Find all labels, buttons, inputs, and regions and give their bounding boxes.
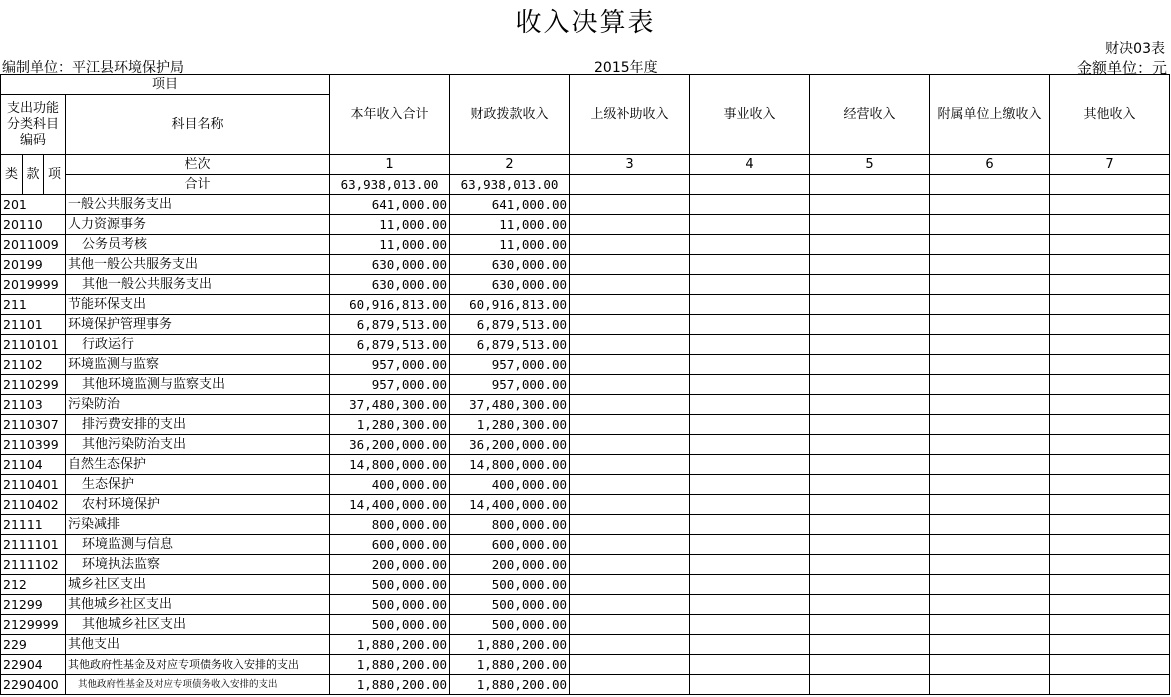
empty-cell: [1050, 415, 1170, 435]
empty-cell: [810, 595, 930, 615]
name-header: 科目名称: [66, 95, 330, 155]
row-total: 500,000.00: [330, 575, 450, 595]
empty-cell: [1050, 675, 1170, 695]
empty-cell: [1050, 555, 1170, 575]
col-index-7: 7: [1050, 155, 1170, 175]
row-total: 1,280,300.00: [330, 415, 450, 435]
table-row: [1, 555, 1170, 575]
empty-cell: [930, 315, 1050, 335]
row-code: 211: [1, 295, 66, 315]
row-fiscal: 500,000.00: [450, 595, 570, 615]
col-business-header: 事业收入: [690, 75, 810, 155]
empty-cell: [1050, 495, 1170, 515]
row-total: 36,200,000.00: [330, 435, 450, 455]
empty-cell: [690, 595, 810, 615]
empty-cell: [570, 615, 690, 635]
col-other-header: 其他收入: [1050, 75, 1170, 155]
row-code: 2129999: [1, 615, 66, 635]
empty-cell: [930, 395, 1050, 415]
col-index-2: 2: [450, 155, 570, 175]
empty-cell: [1050, 175, 1170, 195]
empty-cell: [810, 635, 930, 655]
empty-cell: [930, 575, 1050, 595]
empty-cell: [930, 555, 1050, 575]
row-code: 21104: [1, 455, 66, 475]
row-code: 20199: [1, 255, 66, 275]
col-index-5: 5: [810, 155, 930, 175]
row-code: 2290400: [1, 675, 66, 695]
empty-cell: [1050, 595, 1170, 615]
row-fiscal: 957,000.00: [450, 355, 570, 375]
row-name: 排污费安排的支出: [66, 415, 330, 435]
table-row: [1, 575, 1170, 595]
table-row: [1, 295, 1170, 315]
empty-cell: [690, 295, 810, 315]
table-row: [1, 395, 1170, 415]
empty-cell: [1050, 615, 1170, 635]
empty-cell: [810, 395, 930, 415]
row-name: 环境执法监察: [66, 555, 330, 575]
row-fiscal: 14,800,000.00: [450, 455, 570, 475]
item-group-header: 项目: [1, 75, 330, 95]
table-row: [1, 435, 1170, 455]
table-row: [1, 415, 1170, 435]
row-code: 201: [1, 195, 66, 215]
empty-cell: [570, 255, 690, 275]
table-row: [1, 315, 1170, 335]
empty-cell: [930, 615, 1050, 635]
row-total: 1,880,200.00: [330, 635, 450, 655]
table-row: [1, 195, 1170, 215]
xiang-header: 项: [44, 155, 66, 195]
empty-cell: [810, 235, 930, 255]
empty-cell: [810, 475, 930, 495]
empty-cell: [930, 435, 1050, 455]
empty-cell: [1050, 255, 1170, 275]
table-row: [1, 675, 1170, 695]
empty-cell: [570, 515, 690, 535]
empty-cell: [690, 535, 810, 555]
empty-cell: [810, 195, 930, 215]
table-row: [1, 535, 1170, 555]
row-total: 630,000.00: [330, 275, 450, 295]
row-name: 生态保护: [66, 475, 330, 495]
empty-cell: [570, 675, 690, 695]
empty-cell: [930, 235, 1050, 255]
code-header: 支出功能分类科目编码: [1, 95, 66, 155]
empty-cell: [570, 315, 690, 335]
empty-cell: [570, 395, 690, 415]
row-total: 11,000.00: [330, 235, 450, 255]
empty-cell: [570, 455, 690, 475]
row-name: 其他支出: [66, 635, 330, 655]
empty-cell: [810, 515, 930, 535]
row-code: 21101: [1, 315, 66, 335]
total-row-fiscal: 63,938,013.00: [450, 175, 570, 195]
organization-label: 编制单位：平江县环境保护局: [2, 60, 184, 76]
row-fiscal: 500,000.00: [450, 575, 570, 595]
row-code: 21103: [1, 395, 66, 415]
empty-cell: [810, 675, 930, 695]
empty-cell: [930, 275, 1050, 295]
empty-cell: [810, 435, 930, 455]
row-code: 20110: [1, 215, 66, 235]
empty-cell: [1050, 455, 1170, 475]
empty-cell: [570, 575, 690, 595]
row-code: 212: [1, 575, 66, 595]
row-total: 1,880,200.00: [330, 655, 450, 675]
table-row: [1, 215, 1170, 235]
table-row: [1, 455, 1170, 475]
row-code: 21299: [1, 595, 66, 615]
row-code: 2111101: [1, 535, 66, 555]
empty-cell: [690, 515, 810, 535]
row-fiscal: 630,000.00: [450, 255, 570, 275]
table-row: [1, 515, 1170, 535]
empty-cell: [930, 255, 1050, 275]
empty-cell: [810, 655, 930, 675]
row-code: 2110101: [1, 335, 66, 355]
empty-cell: [570, 295, 690, 315]
row-name: 城乡社区支出: [66, 575, 330, 595]
empty-cell: [1050, 315, 1170, 335]
row-total: 400,000.00: [330, 475, 450, 495]
empty-cell: [1050, 375, 1170, 395]
empty-cell: [930, 675, 1050, 695]
empty-cell: [810, 335, 930, 355]
empty-cell: [1050, 275, 1170, 295]
empty-cell: [570, 535, 690, 555]
empty-cell: [810, 275, 930, 295]
row-total: 500,000.00: [330, 615, 450, 635]
form-number: 财决03表: [1105, 41, 1165, 57]
row-code: 2110402: [1, 495, 66, 515]
empty-cell: [570, 235, 690, 255]
row-total: 14,800,000.00: [330, 455, 450, 475]
empty-cell: [690, 255, 810, 275]
empty-cell: [930, 535, 1050, 555]
row-name: 其他政府性基金及对应专项债务收入安排的支出: [66, 655, 330, 675]
lei-header: 类: [1, 155, 23, 195]
row-fiscal: 500,000.00: [450, 615, 570, 635]
col-total-header: 本年收入合计: [330, 75, 450, 155]
empty-cell: [690, 335, 810, 355]
empty-cell: [1050, 295, 1170, 315]
row-name: 公务员考核: [66, 235, 330, 255]
row-total: 630,000.00: [330, 255, 450, 275]
row-name: 其他一般公共服务支出: [66, 275, 330, 295]
row-code: 2110299: [1, 375, 66, 395]
row-code: 2110307: [1, 415, 66, 435]
empty-cell: [930, 495, 1050, 515]
row-code: 2110399: [1, 435, 66, 455]
table-row: [1, 475, 1170, 495]
col-index-4: 4: [690, 155, 810, 175]
row-fiscal: 11,000.00: [450, 215, 570, 235]
empty-cell: [810, 255, 930, 275]
empty-cell: [930, 335, 1050, 355]
row-name: 其他政府性基金及对应专项债务收入安排的支出: [66, 675, 330, 695]
row-total: 500,000.00: [330, 595, 450, 615]
row-fiscal: 1,880,200.00: [450, 635, 570, 655]
row-fiscal: 37,480,300.00: [450, 395, 570, 415]
empty-cell: [690, 575, 810, 595]
row-name: 环境监测与信息: [66, 535, 330, 555]
total-row-label: 合计: [66, 175, 330, 195]
row-fiscal: 6,879,513.00: [450, 335, 570, 355]
table-row: [1, 375, 1170, 395]
empty-cell: [690, 275, 810, 295]
col-index-3: 3: [570, 155, 690, 175]
row-code: 21102: [1, 355, 66, 375]
empty-cell: [570, 175, 690, 195]
report-title: 收入决算表: [515, 8, 656, 38]
row-total: 11,000.00: [330, 215, 450, 235]
empty-cell: [930, 635, 1050, 655]
empty-cell: [810, 355, 930, 375]
empty-cell: [930, 375, 1050, 395]
table-row: [1, 655, 1170, 675]
fiscal-year: 2015年度: [594, 60, 658, 76]
empty-cell: [570, 375, 690, 395]
row-fiscal: 1,880,200.00: [450, 675, 570, 695]
col-index-label: 栏次: [66, 155, 330, 175]
row-code: 22904: [1, 655, 66, 675]
empty-cell: [930, 175, 1050, 195]
row-name: 一般公共服务支出: [66, 195, 330, 215]
col-superior-header: 上级补助收入: [570, 75, 690, 155]
empty-cell: [930, 655, 1050, 675]
row-code: 2110401: [1, 475, 66, 495]
empty-cell: [570, 655, 690, 675]
row-fiscal: 1,880,200.00: [450, 655, 570, 675]
empty-cell: [810, 455, 930, 475]
empty-cell: [570, 275, 690, 295]
empty-cell: [690, 235, 810, 255]
empty-cell: [690, 455, 810, 475]
row-total: 641,000.00: [330, 195, 450, 215]
empty-cell: [930, 595, 1050, 615]
row-fiscal: 630,000.00: [450, 275, 570, 295]
row-fiscal: 641,000.00: [450, 195, 570, 215]
empty-cell: [690, 315, 810, 335]
empty-cell: [810, 555, 930, 575]
empty-cell: [930, 295, 1050, 315]
empty-cell: [930, 455, 1050, 475]
empty-cell: [690, 395, 810, 415]
empty-cell: [810, 615, 930, 635]
row-fiscal: 6,879,513.00: [450, 315, 570, 335]
row-total: 200,000.00: [330, 555, 450, 575]
empty-cell: [1050, 435, 1170, 455]
table-row: [1, 595, 1170, 615]
row-name: 其他城乡社区支出: [66, 595, 330, 615]
col-index-1: 1: [330, 155, 450, 175]
table-row: [1, 275, 1170, 295]
empty-cell: [1050, 215, 1170, 235]
row-total: 1,880,200.00: [330, 675, 450, 695]
table-row: [1, 255, 1170, 275]
row-fiscal: 600,000.00: [450, 535, 570, 555]
row-name: 污染防治: [66, 395, 330, 415]
empty-cell: [1050, 335, 1170, 355]
empty-cell: [1050, 355, 1170, 375]
empty-cell: [690, 215, 810, 235]
empty-cell: [810, 295, 930, 315]
empty-cell: [810, 175, 930, 195]
row-fiscal: 1,280,300.00: [450, 415, 570, 435]
empty-cell: [690, 195, 810, 215]
empty-cell: [930, 215, 1050, 235]
row-name: 环境监测与监察: [66, 355, 330, 375]
col-operation-header: 经营收入: [810, 75, 930, 155]
empty-cell: [570, 435, 690, 455]
empty-cell: [930, 195, 1050, 215]
empty-cell: [930, 515, 1050, 535]
empty-cell: [810, 535, 930, 555]
row-fiscal: 60,916,813.00: [450, 295, 570, 315]
empty-cell: [1050, 635, 1170, 655]
empty-cell: [570, 215, 690, 235]
empty-cell: [930, 355, 1050, 375]
row-total: 800,000.00: [330, 515, 450, 535]
row-name: 自然生态保护: [66, 455, 330, 475]
empty-cell: [1050, 235, 1170, 255]
empty-cell: [690, 355, 810, 375]
table-row: [1, 355, 1170, 375]
col-fiscal-header: 财政拨款收入: [450, 75, 570, 155]
row-total: 957,000.00: [330, 375, 450, 395]
row-name: 农村环境保护: [66, 495, 330, 515]
empty-cell: [690, 675, 810, 695]
row-fiscal: 800,000.00: [450, 515, 570, 535]
empty-cell: [810, 495, 930, 515]
table-row: [1, 495, 1170, 515]
empty-cell: [570, 555, 690, 575]
row-code: 2011009: [1, 235, 66, 255]
empty-cell: [930, 415, 1050, 435]
empty-cell: [570, 595, 690, 615]
row-total: 37,480,300.00: [330, 395, 450, 415]
empty-cell: [690, 635, 810, 655]
empty-cell: [1050, 395, 1170, 415]
empty-cell: [690, 555, 810, 575]
empty-cell: [570, 415, 690, 435]
table-row: [1, 615, 1170, 635]
empty-cell: [1050, 195, 1170, 215]
table-row: [1, 335, 1170, 355]
empty-cell: [570, 495, 690, 515]
row-total: 957,000.00: [330, 355, 450, 375]
row-fiscal: 400,000.00: [450, 475, 570, 495]
row-code: 2111102: [1, 555, 66, 575]
row-code: 229: [1, 635, 66, 655]
row-name: 节能环保支出: [66, 295, 330, 315]
empty-cell: [810, 575, 930, 595]
empty-cell: [690, 435, 810, 455]
income-final-accounts-table: [0, 74, 1170, 695]
row-name: 污染减排: [66, 515, 330, 535]
empty-cell: [810, 375, 930, 395]
row-name: 其他一般公共服务支出: [66, 255, 330, 275]
table-row: [1, 235, 1170, 255]
row-total: 60,916,813.00: [330, 295, 450, 315]
empty-cell: [570, 335, 690, 355]
empty-cell: [570, 195, 690, 215]
col-affiliate-header: 附属单位上缴收入: [930, 75, 1050, 155]
empty-cell: [1050, 515, 1170, 535]
total-row-total: 63,938,013.00: [330, 175, 450, 195]
empty-cell: [810, 415, 930, 435]
empty-cell: [570, 635, 690, 655]
row-name: 其他城乡社区支出: [66, 615, 330, 635]
empty-cell: [1050, 475, 1170, 495]
row-code: 21111: [1, 515, 66, 535]
empty-cell: [690, 615, 810, 635]
empty-cell: [570, 475, 690, 495]
empty-cell: [690, 375, 810, 395]
row-total: 600,000.00: [330, 535, 450, 555]
row-fiscal: 14,400,000.00: [450, 495, 570, 515]
row-fiscal: 11,000.00: [450, 235, 570, 255]
col-index-6: 6: [930, 155, 1050, 175]
kuan-header: 款: [23, 155, 44, 195]
empty-cell: [1050, 535, 1170, 555]
table-row: [1, 635, 1170, 655]
empty-cell: [690, 415, 810, 435]
row-name: 其他污染防治支出: [66, 435, 330, 455]
row-name: 环境保护管理事务: [66, 315, 330, 335]
row-fiscal: 200,000.00: [450, 555, 570, 575]
empty-cell: [570, 355, 690, 375]
empty-cell: [1050, 575, 1170, 595]
row-total: 14,400,000.00: [330, 495, 450, 515]
row-fiscal: 957,000.00: [450, 375, 570, 395]
empty-cell: [690, 495, 810, 515]
row-total: 6,879,513.00: [330, 335, 450, 355]
row-code: 2019999: [1, 275, 66, 295]
row-name: 其他环境监测与监察支出: [66, 375, 330, 395]
row-name: 行政运行: [66, 335, 330, 355]
empty-cell: [930, 475, 1050, 495]
empty-cell: [810, 215, 930, 235]
row-name: 人力资源事务: [66, 215, 330, 235]
empty-cell: [690, 475, 810, 495]
row-total: 6,879,513.00: [330, 315, 450, 335]
amount-unit: 金额单位：元: [1076, 59, 1167, 77]
row-fiscal: 36,200,000.00: [450, 435, 570, 455]
empty-cell: [1050, 655, 1170, 675]
empty-cell: [690, 655, 810, 675]
empty-cell: [810, 315, 930, 335]
empty-cell: [690, 175, 810, 195]
